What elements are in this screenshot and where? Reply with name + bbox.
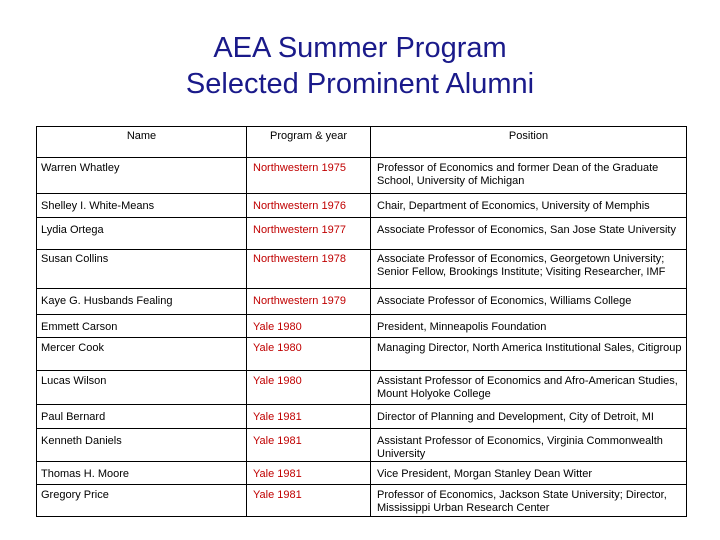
cell-program: Yale 1981 xyxy=(247,462,371,485)
table-row xyxy=(37,371,687,405)
table-row xyxy=(37,250,687,289)
table-row xyxy=(37,194,687,218)
cell-name: Warren Whatley xyxy=(37,158,247,194)
title-line-1: AEA Summer Program xyxy=(213,32,507,64)
cell-position: Assistant Professor of Economics, Virginia Commonwealth University xyxy=(371,429,687,462)
cell-position: Associate Professor of Economics, San Jose State University xyxy=(371,218,687,250)
cell-name: Kenneth Daniels xyxy=(37,429,247,462)
table-row xyxy=(37,485,687,517)
cell-program: Yale 1980 xyxy=(247,371,371,405)
cell-position: Chair, Department of Economics, University of Memphis xyxy=(371,194,687,218)
cell-position: President, Minneapolis Foundation xyxy=(371,315,687,338)
cell-name: Susan Collins xyxy=(37,250,247,289)
cell-position: Managing Director, North America Institutional Sales, Citigroup xyxy=(371,338,687,371)
page-title xyxy=(0,30,720,102)
cell-name: Thomas H. Moore xyxy=(37,462,247,485)
table-row xyxy=(37,218,687,250)
cell-program: Northwestern 1976 xyxy=(247,194,371,218)
cell-position: Associate Professor of Economics, Williams College xyxy=(371,289,687,315)
cell-program: Northwestern 1975 xyxy=(247,158,371,194)
cell-program: Northwestern 1978 xyxy=(247,250,371,289)
table-header-row xyxy=(37,127,687,158)
table-row xyxy=(37,158,687,194)
header-program: Program & year xyxy=(247,127,371,158)
table-row xyxy=(37,315,687,338)
cell-position: Professor of Economics, Jackson State University; Director, Mississippi Urban Research Center xyxy=(371,485,687,517)
cell-name: Shelley I. White-Means xyxy=(37,194,247,218)
cell-program: Northwestern 1977 xyxy=(247,218,371,250)
cell-program: Northwestern 1979 xyxy=(247,289,371,315)
cell-program: Yale 1981 xyxy=(247,429,371,462)
title-line-2: Selected Prominent Alumni xyxy=(185,68,535,100)
cell-name: Gregory Price xyxy=(37,485,247,517)
table-row xyxy=(37,405,687,429)
cell-name: Emmett Carson xyxy=(37,315,247,338)
cell-name: Lucas Wilson xyxy=(37,371,247,405)
table-row xyxy=(37,462,687,485)
table-row xyxy=(37,338,687,371)
header-name: Name xyxy=(37,127,247,158)
cell-name: Mercer Cook xyxy=(37,338,247,371)
cell-program: Yale 1981 xyxy=(247,405,371,429)
cell-position: Vice President, Morgan Stanley Dean Witter xyxy=(371,462,687,485)
cell-position: Director of Planning and Development, City of Detroit, MI xyxy=(371,405,687,429)
cell-position: Professor of Economics and former Dean of the Graduate School, University of Michigan xyxy=(371,158,687,194)
table-row xyxy=(37,429,687,462)
alumni-table xyxy=(36,126,687,517)
cell-position: Associate Professor of Economics, Georgetown University; Senior Fellow, Brookings Institute; Visiting Researcher, IMF xyxy=(371,250,687,289)
cell-position: Assistant Professor of Economics and Afro-American Studies, Mount Holyoke College xyxy=(371,371,687,405)
cell-program: Yale 1980 xyxy=(247,315,371,338)
cell-name: Paul Bernard xyxy=(37,405,247,429)
table-row xyxy=(37,289,687,315)
header-position: Position xyxy=(371,127,687,158)
cell-name: Kaye G. Husbands Fealing xyxy=(37,289,247,315)
cell-name: Lydia Ortega xyxy=(37,218,247,250)
cell-program: Yale 1981 xyxy=(247,485,371,517)
cell-program: Yale 1980 xyxy=(247,338,371,371)
